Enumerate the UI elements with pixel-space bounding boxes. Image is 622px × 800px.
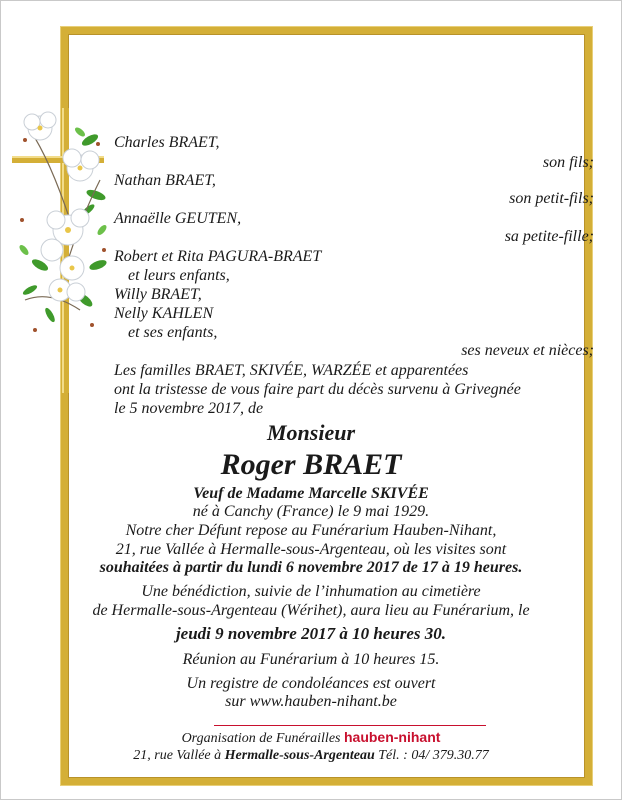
organizer-line	[0, 728, 622, 748]
relationship: son fils;	[542, 154, 594, 171]
honorific: Monsieur	[266, 420, 356, 445]
phone-number: Tél. : 04/ 379.30.77	[378, 748, 489, 763]
announcement-line: le 5 novembre 2017, de	[114, 400, 264, 417]
relative-name: Nelly KAHLEN	[114, 305, 214, 322]
widower-line: Veuf de Madame Marcelle SKIVÉE	[193, 485, 429, 502]
relative-name: Annaëlle GEUTEN,	[114, 210, 242, 227]
relationship: son petit-fils;	[509, 190, 594, 207]
visits-line: souhaitées à partir du lundi 6 novembre 2017 de 17 à 19 heures.	[99, 559, 523, 576]
relative-name: Nathan BRAET,	[114, 172, 216, 189]
brand-name: hauben-nihant	[343, 729, 441, 745]
detail-line: Une bénédiction, suivie de l’inhumation au cimetière	[141, 583, 481, 600]
announcement-line: ont la tristesse de vous faire part du décès survenu à Grivegnée	[114, 381, 521, 398]
organizer-prefix: Organisation de Funérailles	[181, 731, 341, 746]
detail-line: Réunion au Funérarium à 10 heures 15.	[182, 651, 440, 668]
address-line	[0, 746, 622, 765]
ceremony-line: jeudi 9 novembre 2017 à 10 heures 30.	[175, 624, 447, 643]
relationship: sa petite-fille;	[504, 228, 594, 245]
relative-name: Willy BRAET,	[114, 286, 202, 303]
relative-subline: et ses enfants,	[128, 324, 218, 341]
announcement-line: Les familles BRAET, SKIVÉE, WARZÉE et apparentées	[114, 362, 469, 379]
cross-with-flowers-icon	[10, 100, 110, 400]
relationship: ses neveux et nièces;	[461, 342, 594, 359]
detail-line: Un registre de condoléances est ouvert	[186, 675, 436, 692]
website-line: sur www.hauben-nihant.be	[225, 693, 397, 710]
detail-line: Notre cher Défunt repose au Funérarium Hauben-Nihant,	[125, 522, 497, 539]
relative-name: Charles BRAET,	[114, 134, 220, 151]
deceased-name: Roger BRAET	[220, 448, 402, 481]
detail-line: 21, rue Vallée à Hermalle-sous-Argenteau, où les visites sont	[115, 541, 507, 558]
address-town: Hermalle-sous-Argenteau	[224, 748, 375, 763]
detail-line: de Hermalle-sous-Argenteau (Wérihet), aura lieu au Funérarium, le	[92, 602, 530, 619]
birth-line: né à Canchy (France) le 9 mai 1929.	[192, 503, 430, 520]
address-prefix: 21, rue Vallée à	[133, 748, 222, 763]
relative-subline: et leurs enfants,	[128, 267, 230, 284]
footer-separator	[214, 725, 486, 726]
relative-name: Robert et Rita PAGURA-BRAET	[114, 248, 322, 265]
